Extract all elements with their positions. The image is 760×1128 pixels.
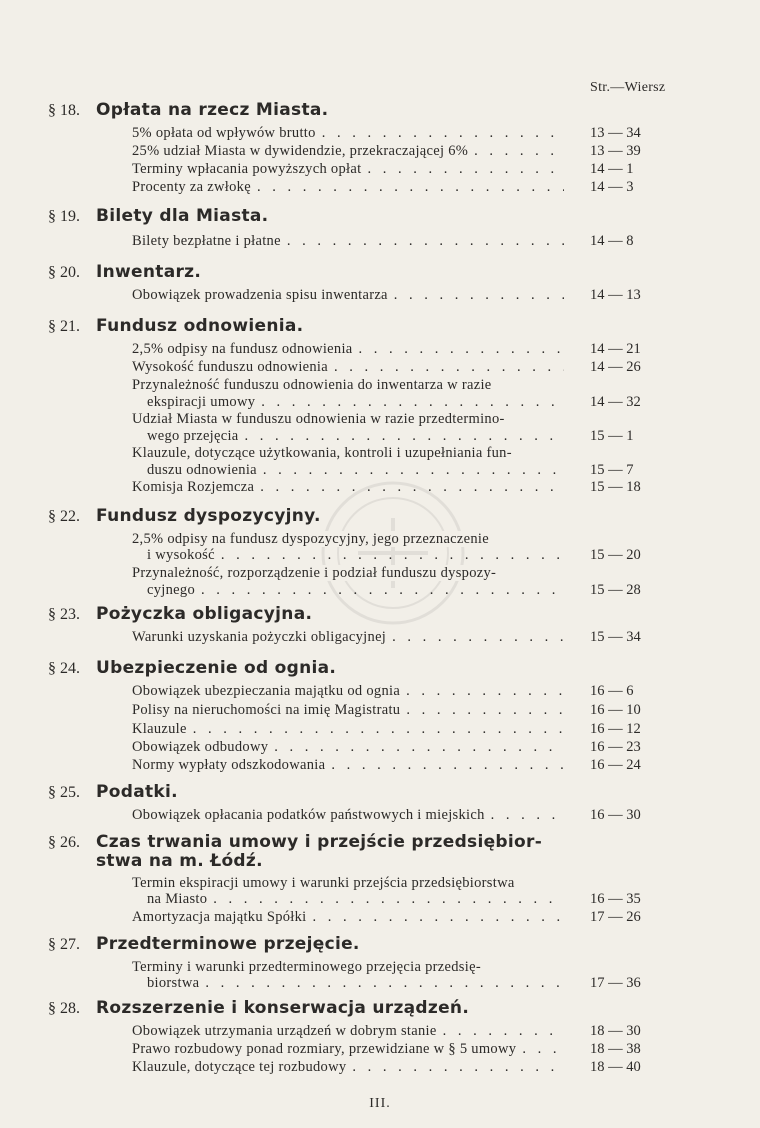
section-heading	[48, 934, 360, 958]
entry-page-ref: 16 — 24	[590, 757, 641, 773]
section-heading	[48, 262, 201, 286]
entry-text: Klauzule, dotyczące użytkowania, kontroli i uzupełniania fun-	[132, 444, 564, 462]
entry-page-ref: 16 — 12	[590, 721, 641, 737]
page-column-header: Str.—Wiersz	[590, 80, 666, 95]
entry-page-ref: 15 — 7	[590, 462, 634, 478]
entry-text: Prawo rozbudowy ponad rozmiary, przewidziane w § 5 umowy . . .	[132, 1040, 564, 1058]
entry-page-ref: 16 — 30	[590, 807, 641, 823]
entry-text: Normy wypłaty odszkodowania . . .	[132, 756, 564, 774]
entry-text-continuation: ekspiracji umowy . . .	[147, 393, 564, 411]
section-heading	[48, 206, 268, 230]
entry-text: Klauzule, dotyczące tej rozbudowy . . .	[132, 1058, 564, 1076]
section-title-continuation: stwa na m. Łódź.	[96, 851, 263, 871]
entry-text: 2,5% odpisy na fundusz odnowienia . . .	[132, 340, 564, 358]
section-heading	[48, 506, 321, 530]
entry-page-ref: 16 — 10	[590, 702, 641, 718]
entry-text: 5% opłata od wpływów brutto . . .	[132, 124, 564, 142]
entry-page-ref: 14 — 21	[590, 341, 641, 357]
entry-text: Terminy wpłacania powyższych opłat . . .	[132, 160, 564, 178]
entry-page-ref: 15 — 20	[590, 547, 641, 563]
section-heading	[48, 782, 178, 806]
entry-text: Amortyzacja majątku Spółki . . .	[132, 908, 564, 926]
entry-page-ref: 14 — 32	[590, 394, 641, 410]
entry-page-ref: 14 — 26	[590, 359, 641, 375]
section-title: Ubezpieczenie od ognia.	[96, 658, 337, 678]
entry-text: Procenty za zwłokę . . .	[132, 178, 564, 196]
entry-page-ref: 13 — 39	[590, 143, 641, 159]
entry-text: Warunki uzyskania pożyczki obligacyjnej . . .	[132, 628, 564, 646]
section-number: § 22.	[48, 508, 80, 525]
section-number: § 27.	[48, 936, 80, 953]
entry-text: Przynależność, rozporządzenie i podział funduszu dyspozy-	[132, 564, 564, 582]
section-number: § 18.	[48, 102, 80, 119]
entry-page-ref: 17 — 26	[590, 909, 641, 925]
page-folio-number: III.	[369, 1096, 391, 1111]
entry-text: Obowiązek opłacania podatków państwowych i miejskich . . .	[132, 806, 564, 824]
section-number: § 28.	[48, 1000, 80, 1017]
entry-page-ref: 14 — 1	[590, 161, 634, 177]
entry-page-ref: 14 — 3	[590, 179, 634, 195]
entry-text-continuation: na Miasto . . .	[147, 890, 564, 908]
section-heading	[48, 604, 312, 628]
section-heading	[48, 998, 469, 1022]
section-number: § 26.	[48, 834, 80, 851]
entry-text: Polisy na nieruchomości na imię Magistratu . . .	[132, 701, 564, 719]
entry-page-ref: 14 — 13	[590, 287, 641, 303]
entry-page-ref: 18 — 40	[590, 1059, 641, 1075]
section-number: § 23.	[48, 606, 80, 623]
section-number: § 25.	[48, 784, 80, 801]
section-title: Inwentarz.	[96, 262, 202, 282]
entry-page-ref: 15 — 18	[590, 479, 641, 495]
section-title: Czas trwania umowy i przejście przedsiębior-	[96, 832, 543, 852]
entry-text: 2,5% odpisy na fundusz dyspozycyjny, jego przeznaczenie	[132, 530, 564, 548]
entry-text-continuation: biorstwa . . .	[147, 974, 564, 992]
entry-page-ref: 15 — 28	[590, 582, 641, 598]
entry-text: Udział Miasta w funduszu odnowienia w razie przedtermino-	[132, 410, 564, 428]
entry-page-ref: 16 — 35	[590, 891, 641, 907]
section-title: Podatki.	[96, 782, 178, 802]
entry-text: Obowiązek odbudowy . . .	[132, 738, 564, 756]
entry-text: Przynależność funduszu odnowienia do inwentarza w razie	[132, 376, 564, 394]
entry-text-continuation: cyjnego . . .	[147, 581, 564, 599]
section-title: Bilety dla Miasta.	[96, 206, 269, 226]
entry-page-ref: 15 — 34	[590, 629, 641, 645]
section-number: § 24.	[48, 660, 80, 677]
entry-text: Komisja Rozjemcza . . .	[132, 478, 564, 496]
section-number: § 20.	[48, 264, 80, 281]
entry-page-ref: 13 — 34	[590, 125, 641, 141]
entry-page-ref: 16 — 6	[590, 683, 634, 699]
entry-text: Klauzule . . .	[132, 720, 564, 738]
section-title: Opłata na rzecz Miasta.	[96, 100, 329, 120]
entry-text: 25% udział Miasta w dywidendzie, przekraczającej 6% . . .	[132, 142, 564, 160]
entry-page-ref: 15 — 1	[590, 428, 634, 444]
section-title: Przedterminowe przejęcie.	[96, 934, 360, 954]
section-title: Fundusz odnowienia.	[96, 316, 304, 336]
section-number: § 19.	[48, 208, 80, 225]
entry-text: Obowiązek ubezpieczania majątku od ognia . . .	[132, 682, 564, 700]
entry-text: Obowiązek prowadzenia spisu inwentarza . . .	[132, 286, 564, 304]
entry-text-continuation: i wysokość . . .	[147, 546, 564, 564]
entry-page-ref: 18 — 30	[590, 1023, 641, 1039]
entry-page-ref: 16 — 23	[590, 739, 641, 755]
section-title: Pożyczka obligacyjna.	[96, 604, 313, 624]
entry-text: Obowiązek utrzymania urządzeń w dobrym stanie . . .	[132, 1022, 564, 1040]
entry-page-ref: 14 — 8	[590, 233, 634, 249]
section-title: Rozszerzenie i konserwacja urządzeń.	[96, 998, 470, 1018]
entry-page-ref: 17 — 36	[590, 975, 641, 991]
section-title: Fundusz dyspozycyjny.	[96, 506, 321, 526]
entry-text-continuation: duszu odnowienia . . .	[147, 461, 564, 479]
section-heading	[48, 316, 303, 340]
entry-text: Bilety bezpłatne i płatne . . .	[132, 232, 564, 250]
section-heading	[48, 100, 328, 124]
entry-text-continuation: wego przejęcia . . .	[147, 427, 564, 445]
section-heading	[48, 658, 336, 682]
entry-text: Wysokość funduszu odnowienia . . .	[132, 358, 564, 376]
entry-page-ref: 18 — 38	[590, 1041, 641, 1057]
entry-text: Terminy i warunki przedterminowego przejęcia przedsię-	[132, 958, 564, 976]
section-number: § 21.	[48, 318, 80, 335]
entry-text: Termin ekspiracji umowy i warunki przejścia przedsiębiorstwa	[132, 874, 564, 892]
